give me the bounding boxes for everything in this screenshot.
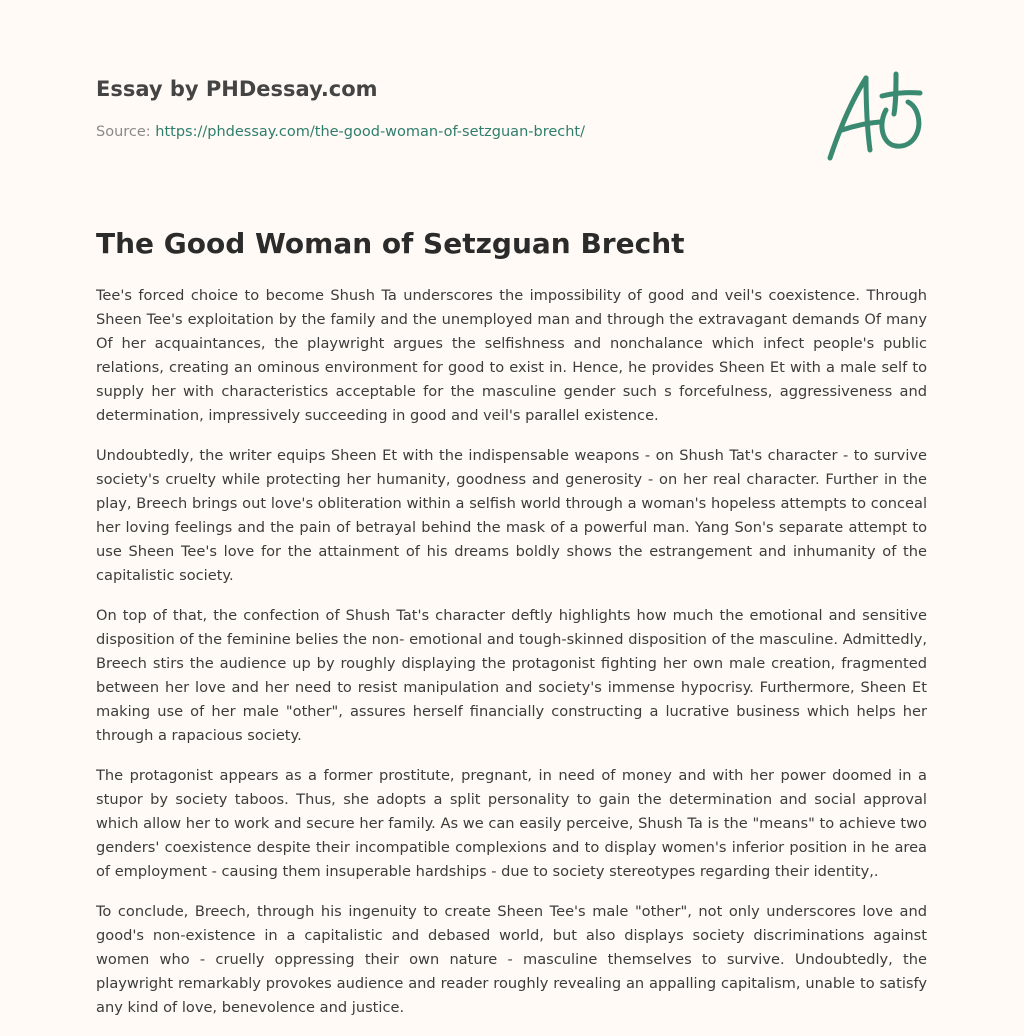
page-header xyxy=(96,74,796,142)
source-label: Source: xyxy=(96,124,151,140)
source-line xyxy=(96,122,796,142)
essay-body xyxy=(96,284,927,1036)
paragraph: On top of that, the confection of Shush Tat's character deftly highlights how much the emotional and sensitive disposition of the feminine belies the non- emotional and tough-skinned disposition of the masculine. Admittedly, Breech stirs the audience up by roughly displaying the protagonist fighting her own male creation, fragmented between her love and her need to resist manipulation and society's immense hypocrisy. Furthermore, Sheen Et making use of her male "other", assures herself financially constructing a lucrative business which helps her through a rapacious society. xyxy=(96,607,927,744)
paragraph: The protagonist appears as a former prostitute, pregnant, in need of money and with her power doomed in a stupor by society taboos. Thus, she adopts a split personality to gain the determination and social approval which allow her to work and secure her family. As we can easily perceive, Shush Ta is the "means" to achieve two genders' coexistence despite their incompatible complexions and to display women's inferior position in he area of employment - causing them insuperable hardships - due to society stereotypes regarding their identity,. xyxy=(96,767,927,880)
site-title: Essay by PHDessay.com xyxy=(96,77,378,101)
paragraph: Undoubtedly, the writer equips Sheen Et with the indispensable weapons - on Shush Tat's character - to survive society's cruelty while protecting her humanity, goodness and generosity - on her real character. Further in the play, Breech brings out love's obliteration within a selfish world through a woman's hopeless attempts to conceal her loving feelings and the pain of betrayal behind the mask of a powerful man. Yang Son's separate attempt to use Sheen Tee's love for the attainment of his dreams boldly shows the estrangement and inhumanity of the capitalistic society. xyxy=(96,447,927,584)
paragraph: To conclude, Breech, through his ingenuity to create Sheen Tee's male "other", not only underscores love and good's non-existence in a capitalistic and debased world, but also displays society discriminations against women who - cruelly oppressing their own nature - masculine themselves to survive. Undoubtedly, the playwright remarkably provokes audience and reader roughly revealing an appalling capitalism, unable to satisfy any kind of love, benevolence and justice. xyxy=(96,903,927,1016)
a-plus-logo-icon xyxy=(820,66,932,166)
document-title: The Good Woman of Setzguan Brecht xyxy=(96,227,685,260)
paragraph: Tee's forced choice to become Shush Ta underscores the impossibility of good and veil's coexistence. Through Sheen Tee's exploitation by the family and the unemployed man and through the extravagant demands Of many Of her acquaintances, the playwright argues the selfishness and nonchalance which infect people's public relations, creating an ominous environment for good to exist in. Hence, he provides Sheen Et with a male self to supply her with characteristics acceptable for the masculine gender such s forcefulness, aggressiveness and determination, impressively succeeding in good and veil's parallel existence. xyxy=(96,287,927,424)
source-link[interactable]: https://phdessay.com/the-good-woman-of-setzguan-brecht/ xyxy=(155,124,585,140)
